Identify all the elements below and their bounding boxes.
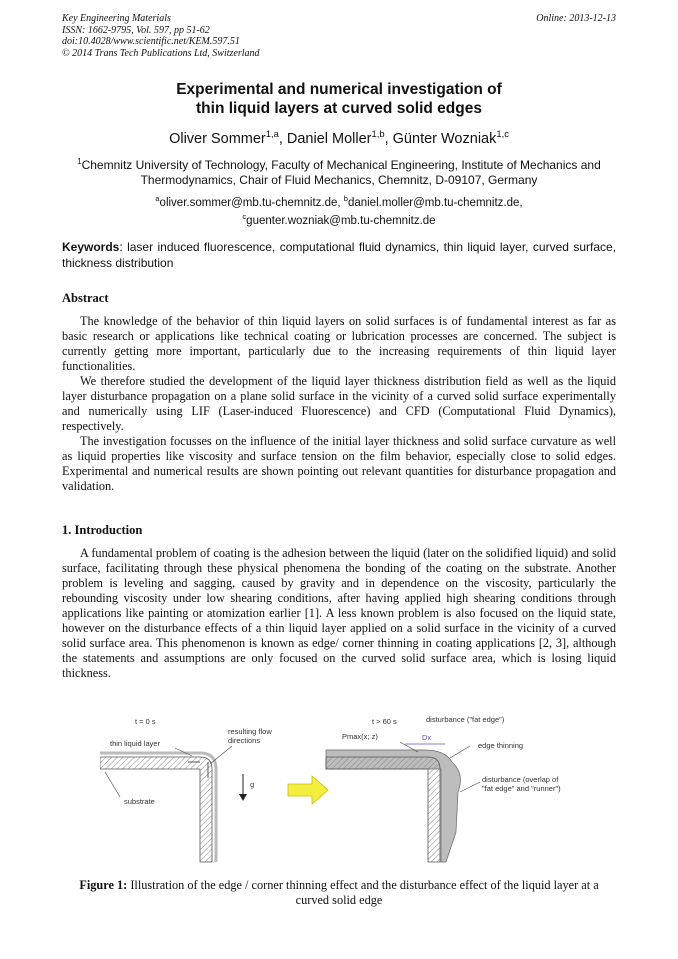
journal-name: Key Engineering Materials: [62, 13, 171, 24]
caption-text: Illustration of the edge / corner thinning effect and the disturbance effect of the liquid layer at a curved solid edge: [127, 878, 599, 907]
label-flow-1: resulting flow: [228, 727, 272, 736]
author-name: Günter Wozniak: [392, 130, 497, 147]
label-dx: Dx: [422, 733, 432, 742]
abstract-paragraph-1: The knowledge of the behavior of thin liquid layers on solid surfaces is of fundamental interest as far as basic research or applications like technical coating or lubrication processes are concerned. The subject is currently getting more important, particularly due to the increasing requirements of thin liquid layer functionalities.: [62, 314, 616, 373]
pointer-line: [105, 772, 120, 797]
label-t0: t = 0 s: [135, 717, 156, 726]
abstract-body: [62, 314, 616, 494]
title-line-1: Experimental and numerical investigation of: [176, 81, 502, 98]
author-sup: 1,a: [265, 128, 279, 139]
online-date: Online: 2013-12-13: [536, 13, 616, 24]
author-name: Oliver Sommer: [169, 130, 266, 147]
label-fat-edge: disturbance ("fat edge"): [426, 715, 505, 724]
label-t60: t > 60 s: [372, 717, 397, 726]
abstract-paragraph-3: The investigation focusses on the influence of the initial layer thickness and solid surface curvature as well as liquid properties like viscosity and surface tension on the film behavior, especially close to solid edges. Experimental and numerical results are shown pointing out relevant quantities for disturbance propagation and validation.: [62, 434, 616, 493]
keywords-label: Keywords: [62, 240, 120, 254]
author-list: Oliver Sommer$^{1,a}$, Daniel Moller$^{1,b}$, Günter Wozniak$^{1,c}$: [169, 128, 509, 147]
keywords-text: : laser induced fluorescence, computational fluid dynamics, thin liquid layer, curved surface, thickness distribution: [62, 240, 616, 270]
abstract-paragraph-2: We therefore studied the development of the liquid layer thickness distribution field as well as the liquid layer disturbance propagation on a plane solid surface in the vicinity of a curved solid surface experimentally and numerically using LIF (Laser-induced Fluorescence) and CFD (Computational Fluid Dynamics), respectively.: [62, 374, 616, 433]
journal-doi: doi:10.4028/www.scientific.net/KEM.597.51: [62, 36, 240, 47]
figure-caption: [62, 878, 616, 908]
substrate-left: [100, 757, 212, 862]
label-pmax: Pmax(x; z): [342, 732, 378, 741]
affiliation: [62, 154, 616, 188]
intro-body: [62, 546, 616, 681]
pointer-line: [460, 782, 480, 792]
label-edge-thinning: edge thinning: [478, 741, 524, 750]
journal-copyright: © 2014 Trans Tech Publications Ltd, Switzerland: [62, 47, 260, 59]
affiliation-text: Chemnitz University of Technology, Faculty of Mechanical Engineering, Institute of Mechanics and Thermodynamics, Chair of Fluid Mechanics, Chemnitz, D-09107, Germany: [81, 158, 601, 187]
abstract-heading: Abstract: [62, 291, 109, 305]
email-list: $^a$oliver.sommer@mb.tu-chemnitz.de, $^b$daniel.moller@mb.tu-chemnitz.de, $^c$guenter.wozniak@mb.tu-chemnitz.de: [155, 194, 523, 227]
author-sup: 1,c: [496, 128, 509, 139]
intro-heading: 1. Introduction: [62, 523, 143, 537]
affiliation-sup: 1: [77, 157, 82, 166]
email-sup: a: [155, 194, 160, 203]
journal-header: [62, 13, 260, 59]
email-link[interactable]: oliver.sommer@mb.tu-chemnitz.de: [159, 196, 338, 209]
keywords: [62, 240, 616, 271]
label-overlap-2: "fat edge" and "runner"): [482, 784, 561, 793]
email-link[interactable]: daniel.moller@mb.tu-chemnitz.de: [347, 196, 520, 209]
label-g: g: [250, 780, 255, 789]
substrate-right: [326, 757, 440, 862]
label-substrate: substrate: [124, 797, 155, 806]
transition-arrow: [288, 776, 328, 804]
title-line-2: thin liquid layers at curved solid edges: [196, 100, 482, 117]
gravity-arrowhead: [239, 794, 247, 801]
label-thin-layer: thin liquid layer: [110, 739, 161, 748]
figure-1-illustration: [100, 712, 610, 870]
intro-paragraph-1: A fundamental problem of coating is the adhesion between the liquid (later on the solidified liquid) and solid surface, facilitating through these physical phenomena the bonding of the coating on the substrate. Another problem is leveling and sagging, caused by gravity and in dependence on the viscosity, particularly the rebounding viscosity under low shearing conditions, after having applied high shearing conditions through applications like painting or atomization earlier [1]. A less known problem is also focused on the liquid state, however on the disturbance effects of a thin liquid layer applied on a solid surface in the vicinity of a curved solid surface area. This phenomenon is known as edge/ corner thinning in coating applications [2, 3], although the statements and assumptions are only focused on the curved solid surface area, which is losing liquid thickness.: [62, 546, 616, 680]
journal-issn: ISSN: 1662-9795, Vol. 597, pp 51-62: [62, 24, 210, 36]
email-sup: c: [242, 211, 247, 221]
email-link[interactable]: guenter.wozniak@mb.tu-chemnitz.de: [246, 214, 436, 227]
label-overlap-1: disturbance (overlap of: [482, 775, 559, 784]
pointer-line: [210, 746, 232, 764]
author-name: Daniel Moller: [286, 130, 372, 147]
pointer-line: [450, 746, 470, 758]
paper-title: [0, 80, 678, 118]
email-sup: b: [343, 194, 348, 203]
label-flow-2: directions: [228, 736, 261, 745]
caption-label: Figure 1:: [79, 878, 128, 892]
author-sup: 1,b: [371, 128, 385, 139]
